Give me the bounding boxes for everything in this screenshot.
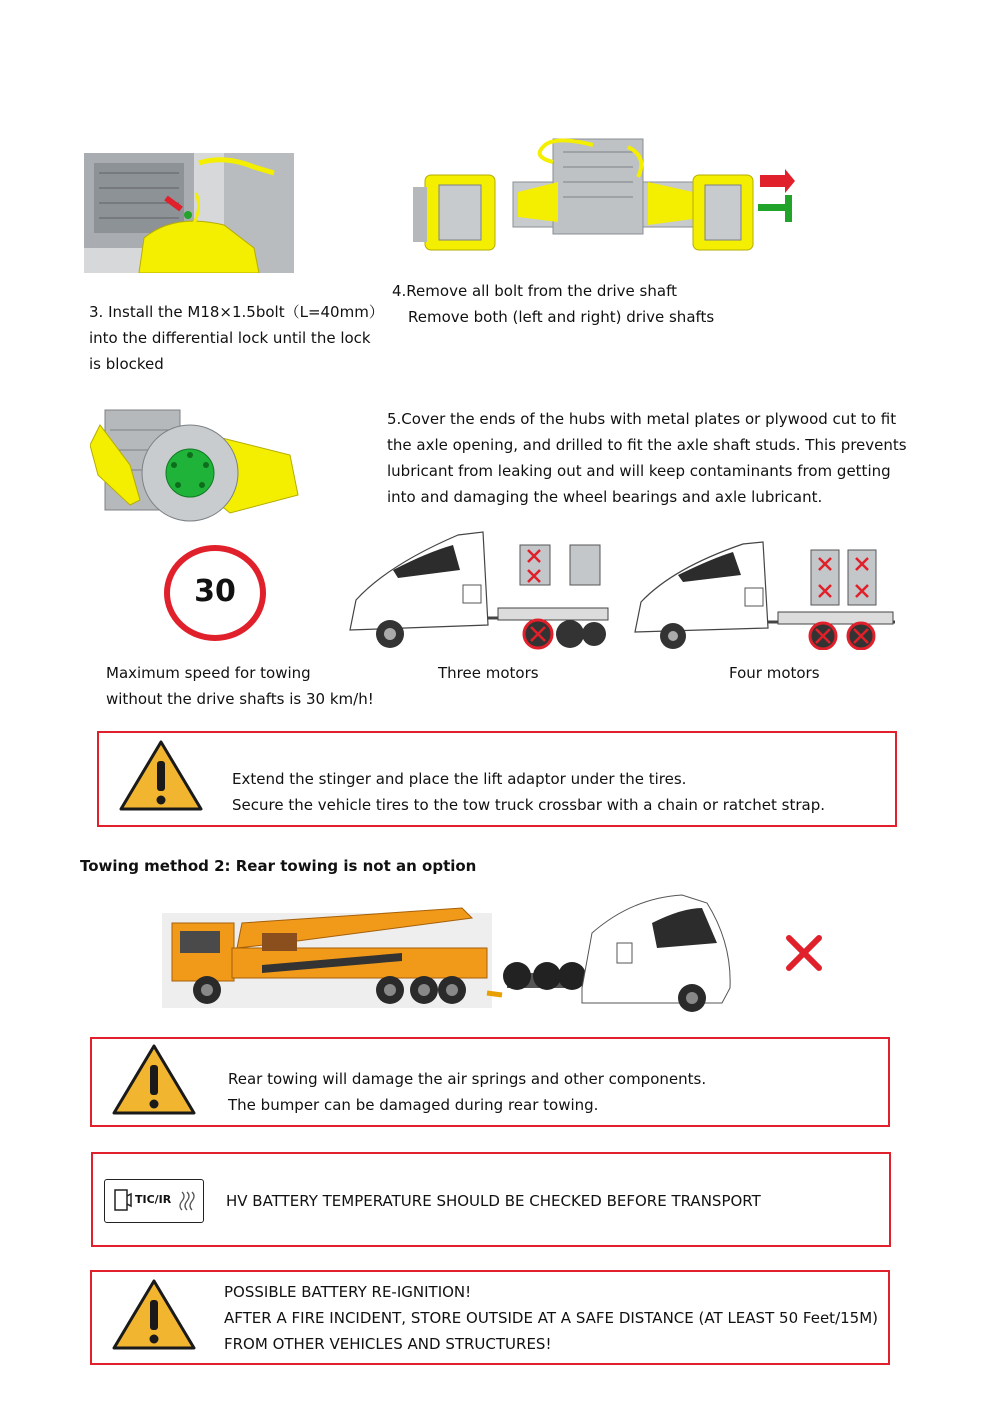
warning-line: Rear towing will damage the air springs and other components. <box>228 1070 707 1088</box>
step-3-instruction <box>89 299 384 377</box>
warning-line: AFTER A FIRE INCIDENT, STORE OUTSIDE AT A SAFE DISTANCE (AT LEAST 50 Feet/15M) <box>224 1309 878 1327</box>
warning-line: Secure the vehicle tires to the tow truck crossbar with a chain or ratchet strap. <box>232 796 825 814</box>
thermal-camera-icon <box>104 1179 204 1223</box>
speed-limit-sign <box>163 544 267 642</box>
step-5-line: lubricant from leaking out and will keep contaminants from getting <box>387 462 891 480</box>
step-5-line: into and damaging the wheel bearings and axle lubricant. <box>387 488 823 506</box>
warning-triangle-icon <box>112 1043 196 1115</box>
step-5-line: the axle opening, and drilled to fit the axle shaft studs. This prevents <box>387 436 907 454</box>
warning-box-reignition <box>90 1270 890 1365</box>
section-heading-towing-method-2: Towing method 2: Rear towing is not an option <box>80 857 477 875</box>
step-3-line: 3. Install the M18×1.5bolt（L=40mm） <box>89 303 384 321</box>
step-4-instruction <box>392 278 752 330</box>
speed-note-line: Maximum speed for towing <box>106 664 311 682</box>
warning-line: The bumper can be damaged during rear towing. <box>228 1096 599 1114</box>
step-5-line: 5.Cover the ends of the hubs with metal plates or plywood cut to fit <box>387 410 897 428</box>
four-motors-truck-figure <box>633 540 898 650</box>
notice-box-hv-battery <box>91 1152 891 1247</box>
step-3-line: into the differential lock until the lock <box>89 329 371 347</box>
rear-towing-figure <box>162 893 732 1013</box>
differential-lock-figure <box>84 153 294 273</box>
caption-four-motors: Four motors <box>729 664 820 682</box>
step-5-instruction <box>387 406 907 510</box>
speed-note <box>106 660 386 712</box>
three-motors-truck-figure <box>348 530 613 650</box>
step-4-line: 4.Remove all bolt from the drive shaft <box>392 282 677 300</box>
warning-triangle-icon <box>112 1278 196 1350</box>
warning-line: FROM OTHER VEHICLES AND STRUCTURES! <box>224 1335 552 1353</box>
hub-cover-figure <box>90 405 300 525</box>
step-4-line: Remove both (left and right) drive shafts <box>408 308 715 326</box>
warning-box-rear-towing <box>90 1037 890 1127</box>
speed-note-line: without the drive shafts is 30 km/h! <box>106 690 374 708</box>
caption-three-motors: Three motors <box>438 664 539 682</box>
warning-line: POSSIBLE BATTERY RE-IGNITION! <box>224 1283 472 1301</box>
notice-hv-text: HV BATTERY TEMPERATURE SHOULD BE CHECKED BEFORE TRANSPORT <box>226 1192 761 1210</box>
warning-box-lift <box>97 731 897 827</box>
warning-triangle-icon <box>119 739 203 811</box>
speed-limit-value: 30 <box>194 574 236 609</box>
drive-axle-figure <box>413 137 798 255</box>
thermal-camera-label: TIC/IR <box>135 1193 172 1206</box>
warning-line: Extend the stinger and place the lift adaptor under the tires. <box>232 770 687 788</box>
not-allowed-cross-icon <box>785 934 823 972</box>
step-3-line: is blocked <box>89 355 164 373</box>
